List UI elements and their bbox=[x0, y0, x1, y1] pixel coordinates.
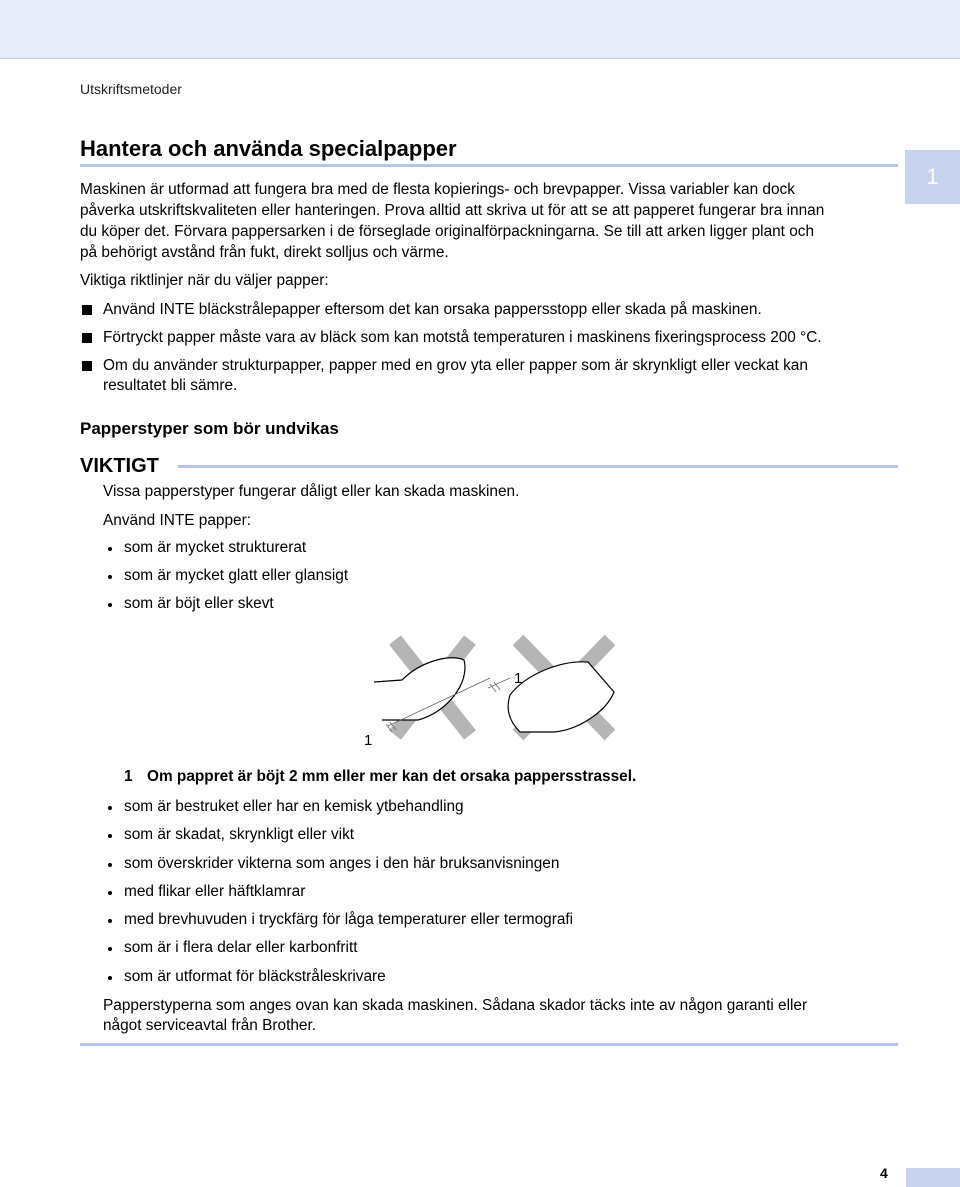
guideline-item-continued: resultatet bli sämre. bbox=[103, 377, 238, 394]
list-item: som är i flera delar eller karbonfritt bbox=[107, 938, 358, 958]
closing-line-2: något serviceavtal från Brother. bbox=[103, 1017, 317, 1034]
list-item: som är bestruket eller har en kemisk ytbehandling bbox=[107, 797, 464, 817]
guideline-item: Om du använder strukturpapper, papper med en grov yta eller papper som är skrynkligt eller veckat kan bbox=[80, 356, 900, 376]
square-bullet-icon bbox=[82, 305, 92, 315]
square-bullet-icon bbox=[82, 361, 92, 371]
bullet-icon bbox=[108, 976, 112, 980]
list-item: som är mycket glatt eller glansigt bbox=[107, 566, 348, 586]
list-item: som är mycket strukturerat bbox=[107, 538, 306, 558]
bullet-icon bbox=[108, 547, 112, 551]
list-item: som är utformat för bläckstråleskrivare bbox=[107, 967, 386, 987]
bullet-icon bbox=[108, 603, 112, 607]
figure-caption: 1 Om pappret är böjt 2 mm eller mer kan det orsaka pappersstrassel. bbox=[124, 768, 637, 785]
guideline-item: Använd INTE bläckstrålepapper eftersom det kan orsaka pappersstopp eller skada på maskinen. bbox=[80, 300, 900, 320]
bullet-icon bbox=[108, 806, 112, 810]
running-header: Utskriftsmetoder bbox=[80, 81, 182, 97]
list-item: som överskrider vikterna som anges i den här bruksanvisningen bbox=[107, 854, 559, 874]
page-number: 4 bbox=[880, 1165, 888, 1181]
section-title: Hantera och använda specialpapper bbox=[80, 136, 457, 161]
subsection-title: Papperstyper som bör undvikas bbox=[80, 419, 339, 438]
closing-line-1: Papperstyperna som anges ovan kan skada maskinen. Sådana skador täcks inte av någon garanti eller bbox=[103, 997, 808, 1014]
intro-line-1: Maskinen är utformad att fungera bra med de flesta kopierings- och brevpapper. Vissa variabler kan dock bbox=[80, 181, 795, 198]
bullet-icon bbox=[108, 919, 112, 923]
bullet-icon bbox=[108, 947, 112, 951]
bullet-icon bbox=[108, 575, 112, 579]
list-item: med flikar eller häftklamrar bbox=[107, 882, 305, 902]
figure-label: 1 bbox=[514, 670, 523, 687]
bullet-icon bbox=[108, 863, 112, 867]
important-line-2: Använd INTE papper: bbox=[103, 512, 252, 529]
intro-line-2: påverka utskriftskvaliteten eller hanteringen. Prova alltid att skriva ut för att se att papperet fungerar bra innan bbox=[80, 202, 825, 219]
chapter-tab: 1 bbox=[905, 150, 960, 204]
curled-paper-figure bbox=[360, 630, 630, 750]
title-rule bbox=[80, 164, 898, 167]
list-item: som är skadat, skrynkligt eller vikt bbox=[107, 825, 354, 845]
intro-line-4: på behörigt avstånd från fukt, direkt solljus och värme. bbox=[80, 244, 449, 261]
square-bullet-icon bbox=[82, 333, 92, 343]
important-end-rule bbox=[80, 1043, 898, 1046]
guideline-item: Förtryckt papper måste vara av bläck som kan motstå temperaturen i maskinens fixeringsprocess 200 °C. bbox=[80, 328, 900, 348]
list-item: som är böjt eller skevt bbox=[107, 594, 274, 614]
important-label: VIKTIGT bbox=[80, 455, 159, 477]
top-banner bbox=[0, 0, 960, 59]
page-tab bbox=[906, 1168, 960, 1187]
important-rule bbox=[178, 465, 898, 468]
bullet-icon bbox=[108, 834, 112, 838]
bullet-icon bbox=[108, 891, 112, 895]
figure-label: 1 bbox=[364, 732, 373, 749]
important-line-1: Vissa papperstyper fungerar dåligt eller kan skada maskinen. bbox=[103, 483, 520, 500]
list-item: med brevhuvuden i tryckfärg för låga temperaturer eller termografi bbox=[107, 910, 573, 930]
guidelines-heading: Viktiga riktlinjer när du väljer papper: bbox=[80, 272, 329, 289]
intro-line-3: du köper det. Förvara pappersarken i de förseglade originalförpackningarna. Se till att arken ligger plant och bbox=[80, 223, 815, 240]
